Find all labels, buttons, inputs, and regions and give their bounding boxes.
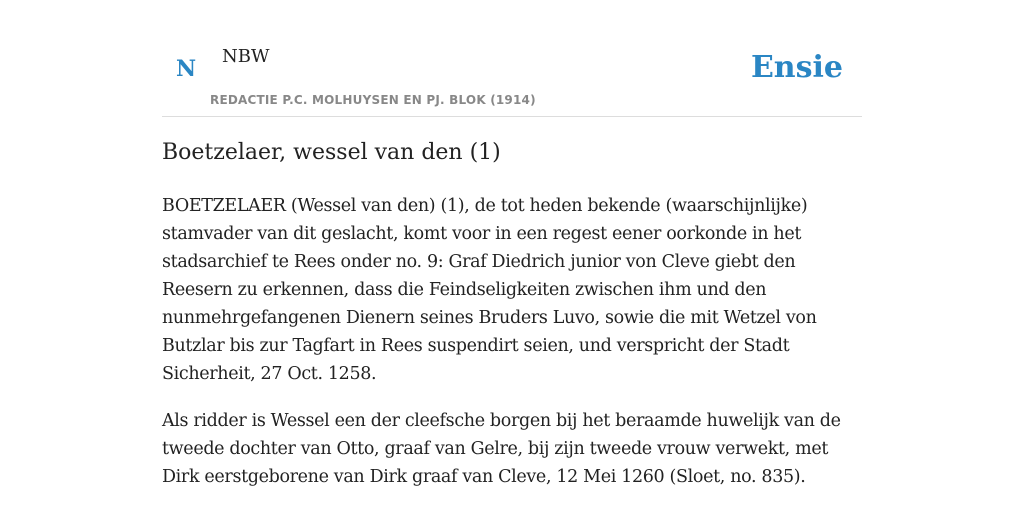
source-subtitle: REDACTIE P.C. MOLHUYSEN EN PJ. BLOK (1914) (210, 93, 536, 107)
brand-logo[interactable]: Ensie (750, 50, 843, 85)
source-logo[interactable]: N (176, 56, 197, 82)
article-body (162, 192, 864, 510)
article-title: Boetzelaer, wessel van den (1) (162, 140, 501, 165)
header (162, 0, 862, 117)
paragraph: BOETZELAER (Wessel van den) (1), de tot heden bekende (waarschijnlijke) stamvader van dit geslacht, komt voor in een regest eener oorkonde in het stadsarchief te Rees onder no. 9: Graf Diedrich junior von Cleve giebt den Reesern zu erkennen, dass die Feindseligkeiten zwischen ihm und den nunmehrgefangenen Dienern seines Bruders Luvo, sowie die mit Wetzel von Butzlar bis zur Tagfart in Rees suspendirt seien, und verspricht der Stadt Sicherheit, 27 Oct. 1258. (162, 196, 817, 384)
source-name[interactable]: NBW (222, 46, 270, 67)
paragraph: Als ridder is Wessel een der cleefsche borgen bij het beraamde huwelijk van de tweede dochter van Otto, graaf van Gelre, bij zijn tweede vrouw verwekt, met Dirk eerstgeborene van Dirk graaf van Cleve, 12 Mei 1260 (Sloet, no. 835). (162, 411, 841, 487)
